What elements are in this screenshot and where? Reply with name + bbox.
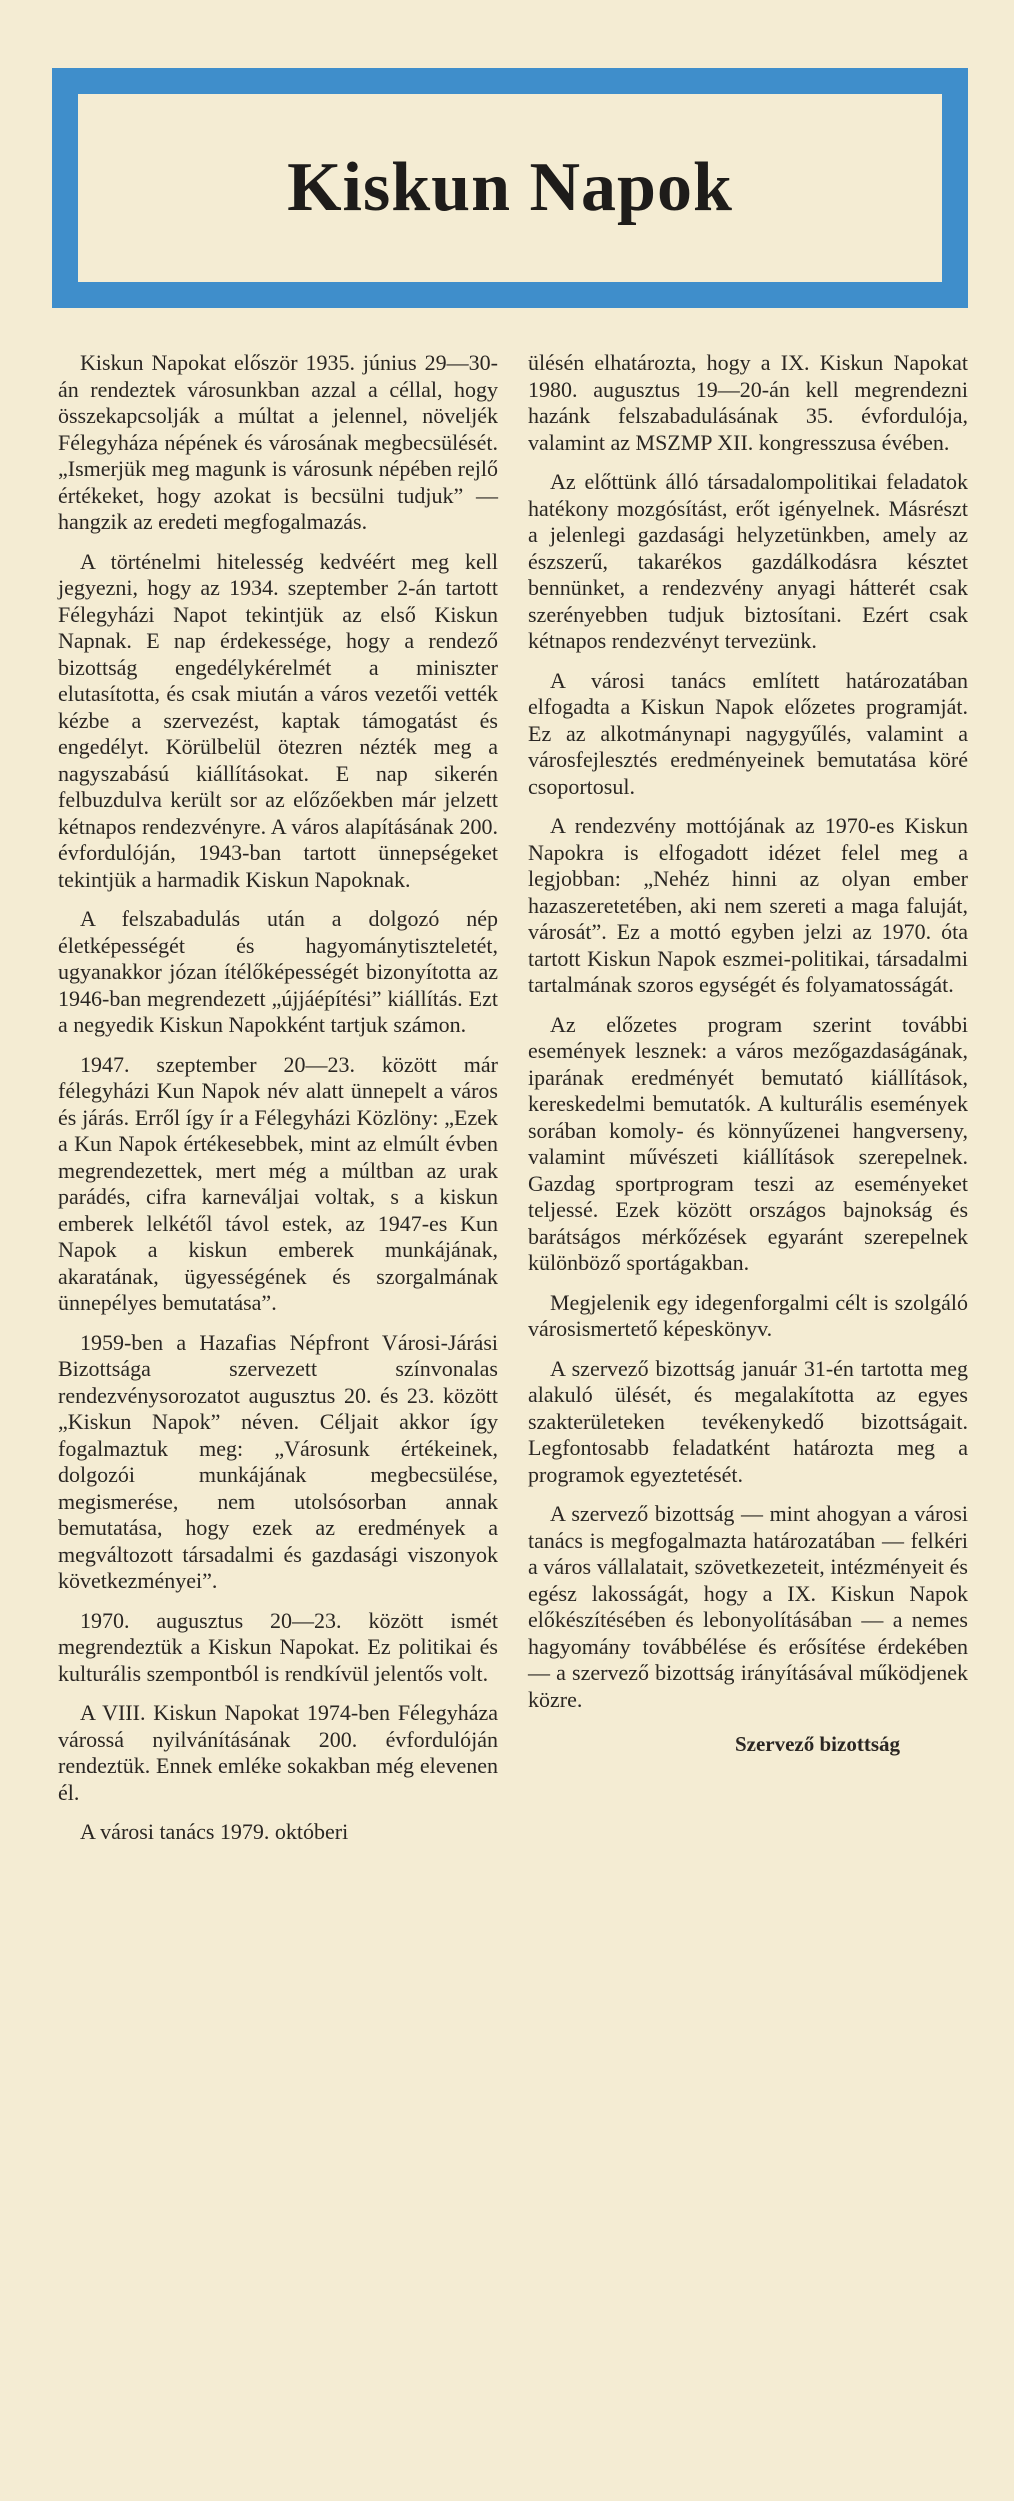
paragraph: A felszabadulás után a dolgozó nép életképességét és hagyománytiszteletét, ugyanakkor józan ítélőképességét bizonyította az 1946-ban megrendezett „újjáépítési” kiállítás. Ezt a negyedik Kiskun Napokként tartjuk számon. [58, 906, 498, 1037]
paragraph: A rendezvény mottójának az 1970-es Kiskun Napokra is elfogadott idézet felel meg a legjobban: „Nehéz hinni az olyan ember hazaszeretetében, aki nem szereti a maga faluját, városát”. Ez a mottó egyben jelzi az 1970. óta tartott Kiskun Napok eszmei-politikai, társadalmi tartalmának szoros egységét és folyamatosságát. [528, 813, 968, 997]
paragraph-continuation: ülésén elhatározta, hogy a IX. Kiskun Napokat 1980. augusztus 19—20-án kell megrendezni hazánk felszabadulásának 35. évfordulója, valamint az MSZMP XII. kongresszusa évében. [528, 350, 968, 455]
paragraph: A szervező bizottság január 31-én tartotta meg alakuló ülését, és megalakította az egyes szakterületeken tevékenykedő bizottságait. Legfontosabb feladatként határozta meg a programok egyeztetését. [528, 1355, 968, 1487]
article-title: Kiskun Napok [287, 149, 733, 226]
paragraph: A városi tanács említett határozatában elfogadta a Kiskun Napok előzetes programját. Ez az alkotmánynapi nagygyűlés, valamint a városfejlesztés eredményeinek bemutatása köré csoportosul. [528, 667, 968, 799]
paragraph: A városi tanács 1979. októberi [80, 1819, 349, 1844]
left-column [58, 350, 498, 1859]
paragraph: Az előttünk álló társadalompolitikai feladatok hatékony mozgósítást, erőt igényelnek. Másrészt a jelenlegi gazdasági helyzetünkben, amely az észszerű, takarékos gazdálkodásra késztet bennünket, a rendezvény anyagi hátterét csak szerényebben tudjuk biztosítani. Ezért csak kétnapos rendezvényt tervezünk. [528, 469, 968, 653]
paragraph: A történelmi hitelesség kedvéért meg kell jegyezni, hogy az 1934. szeptember 2-án tartott Félegyházi Napot tekintjük az első Kiskun Napnak. E nap érdekessége, hogy a rendező bizottság engedélykérelmét a miniszter elutasította, és csak miután a város vezetői vették kézbe a szervezést, kaptak támogatást és engedélyt. Körülbelül ötezren nézték meg a nagyszabású kiállításokat. E nap sikerén felbuzdulva került sor az előzőekben már jelzett kétnapos rendezvényre. A város alapításának 200. évfordulóján, 1943-ban tartott ünnepségeket tekintjük a harmadik Kiskun Napoknak. [58, 548, 498, 892]
right-column [528, 350, 968, 1758]
title-banner [52, 68, 968, 308]
paragraph: A szervező bizottság — mint ahogyan a városi tanács is megfogalmazta határozatában — felkéri a város vállalatait, szövetkezeteit, intézményeit és egész lakosságát, hogy a IX. Kiskun Napok előkészítésében és lebonyolításában — a nemes hagyomány továbbélése és erősítése érdekében — a szervező bizottság irányításával működjenek közre. [528, 1501, 968, 1712]
title-banner-inner [78, 94, 942, 282]
paragraph: 1959-ben a Hazafias Népfront Városi-Járási Bizottsága szervezett színvonalas rendezvénysorozatot augusztus 20. és 23. között „Kiskun Napok” néven. Céljait akkor így fogalmaztuk meg: „Városunk értékeinek, dolgozói munkájának megbecsülése, megismerése, nem utolsósorban annak bemutatása, hogy ezek az eredmények a megváltozott társadalmi és gazdasági viszonyok következményei”. [58, 1329, 498, 1593]
paragraph: 1947. szeptember 20—23. között már félegyházi Kun Napok név alatt ünnepelt a város és járás. Erről így ír a Félegyházi Közlöny: „Ezek a Kun Napok értékesebbek, mint az elmúlt évben megrendezettek, mert még a múltban az urak parádés, cifra karneváljai voltak, s a kiskun emberek lelkétől távol estek, az 1947-es Kun Napok a kiskun emberek munkájának, akaratának, ügyességének és szorgalmának ünnepélyes bemutatása”. [58, 1051, 498, 1315]
paragraph: Az előzetes program szerint további események lesznek: a város mezőgazdaságának, iparának eredményét bemutató kiállítások, kereskedelmi bemutatók. A kulturális események sorában komoly- és könnyűzenei hangverseny, valamint művészeti kiállítások szerepelnek. Gazdag sportprogram teszi az eseményeket teljessé. Ezek között országos bajnokság és barátságos mérkőzések egyaránt szerepelnek különböző sportágakban. [528, 1011, 968, 1275]
paragraph: Megjelenik egy idegenforgalmi célt is szolgáló városismertető képeskönyv. [528, 1289, 968, 1341]
paragraph: 1970. augusztus 20—23. között ismét megrendeztük a Kiskun Napokat. Ez politikai és kulturális szempontból is rendkívül jelentős volt. [58, 1607, 498, 1686]
signature: Szervező bizottság [734, 1732, 900, 1756]
paragraph: Kiskun Napokat először 1935. június 29—30-án rendeztek városunkban azzal a céllal, hogy összekapcsolják a múltat a jelennel, növeljék Félegyháza népének és városának megbecsülését. „Ismerjük meg magunk is városunk népében rejlő értékeket, hogy azokat is becsülni tudjuk” — hangzik az eredeti megfogalmazás. [58, 350, 498, 534]
paragraph: A VIII. Kiskun Napokat 1974-ben Félegyháza várossá nyilvánításának 200. évfordulóján rendeztük. Ennek emléke sokakban még elevenen él. [58, 1700, 498, 1805]
